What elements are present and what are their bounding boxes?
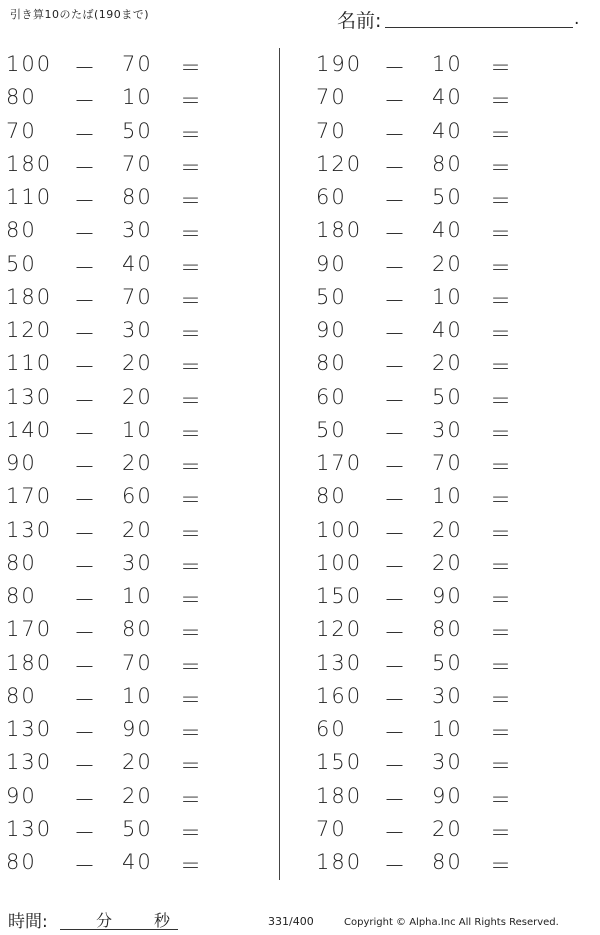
minuend: 90 <box>6 451 37 475</box>
column-divider <box>279 48 280 880</box>
minuend: 130 <box>316 650 363 675</box>
problem-row <box>6 414 266 447</box>
time-label: 時間: <box>8 912 48 932</box>
problem-row <box>316 647 576 680</box>
equals-sign: ＝ <box>490 222 513 247</box>
problem-row <box>316 181 576 214</box>
problem-row <box>6 846 266 879</box>
problem-row <box>316 347 576 380</box>
left-problem-column <box>6 48 266 879</box>
equals-sign: ＝ <box>490 155 513 180</box>
minuend: 70 <box>316 85 347 110</box>
minus-sign: － <box>74 189 97 213</box>
subtrahend: 80 <box>122 185 153 209</box>
minus-sign: － <box>384 355 407 380</box>
subtrahend: 80 <box>432 151 463 176</box>
minutes-label: 分 <box>96 911 113 930</box>
minus-sign: － <box>384 588 407 612</box>
copyright-notice: Copyright © Alpha.Inc All Rights Reserved. <box>344 917 559 928</box>
problem-row <box>316 148 576 181</box>
minus-sign: － <box>74 554 97 579</box>
subtrahend: 40 <box>122 251 153 276</box>
problem-row <box>316 447 576 480</box>
equals-sign: ＝ <box>490 820 513 845</box>
subtrahend: 30 <box>122 318 153 342</box>
problem-row <box>316 746 576 779</box>
subtrahend: 10 <box>122 85 153 110</box>
minuend: 70 <box>316 118 347 143</box>
subtrahend: 30 <box>432 750 463 775</box>
minus-sign: － <box>74 588 97 612</box>
subtrahend: 50 <box>432 185 463 209</box>
equals-sign: ＝ <box>490 754 513 779</box>
subtrahend: 70 <box>432 451 463 475</box>
problem-row <box>6 780 266 813</box>
minus-sign: － <box>384 89 407 114</box>
page-number: 331/400 <box>268 915 314 928</box>
minuend: 60 <box>316 384 347 409</box>
minus-sign: － <box>74 322 97 346</box>
problem-row <box>316 414 576 447</box>
minuend: 180 <box>6 151 53 176</box>
equals-sign: ＝ <box>490 687 513 712</box>
minus-sign: － <box>384 288 407 313</box>
subtrahend: 80 <box>432 617 463 642</box>
subtrahend: 20 <box>122 517 153 542</box>
problem-row <box>316 846 576 879</box>
equals-sign: ＝ <box>180 322 203 346</box>
problem-row <box>6 381 266 414</box>
minuend: 150 <box>316 750 363 775</box>
problem-row <box>6 514 266 547</box>
minus-sign: － <box>384 654 407 679</box>
minuend: 70 <box>316 816 347 841</box>
minuend: 90 <box>316 318 347 342</box>
minus-sign: － <box>74 754 97 779</box>
minuend: 50 <box>316 284 347 309</box>
equals-sign: ＝ <box>180 787 203 812</box>
problem-row <box>316 813 576 846</box>
minus-sign: － <box>74 122 97 147</box>
problem-row <box>316 680 576 713</box>
minus-sign: － <box>74 89 97 114</box>
worksheet-title: 引き算10のたば(190まで) <box>10 8 150 21</box>
equals-sign: ＝ <box>490 455 513 479</box>
minuend: 180 <box>6 650 53 675</box>
equals-sign: ＝ <box>180 721 203 745</box>
minus-sign: － <box>384 488 407 513</box>
minus-sign: － <box>74 687 97 712</box>
minus-sign: － <box>384 255 407 280</box>
problem-row <box>316 381 576 414</box>
equals-sign: ＝ <box>180 687 203 712</box>
subtrahend: 20 <box>432 517 463 542</box>
minus-sign: － <box>384 621 407 646</box>
minus-sign: － <box>384 322 407 346</box>
minuend: 180 <box>316 850 363 874</box>
problem-row <box>316 713 576 746</box>
subtrahend: 70 <box>122 52 153 76</box>
equals-sign: ＝ <box>490 288 513 313</box>
subtrahend: 50 <box>122 118 153 143</box>
minuend: 80 <box>6 850 37 874</box>
minuend: 100 <box>316 550 363 575</box>
minus-sign: － <box>384 455 407 479</box>
problem-row <box>6 347 266 380</box>
equals-sign: ＝ <box>180 155 203 180</box>
subtrahend: 10 <box>432 717 463 741</box>
subtrahend: 50 <box>432 650 463 675</box>
problem-row <box>6 713 266 746</box>
subtrahend: 10 <box>432 284 463 309</box>
subtrahend: 70 <box>122 650 153 675</box>
minuend: 170 <box>316 451 363 475</box>
minus-sign: － <box>74 421 97 446</box>
minuend: 120 <box>6 318 53 342</box>
minuend: 130 <box>6 750 53 775</box>
equals-sign: ＝ <box>180 488 203 513</box>
subtrahend: 50 <box>122 816 153 841</box>
equals-sign: ＝ <box>490 388 513 413</box>
problem-row <box>6 281 266 314</box>
problem-row <box>6 746 266 779</box>
problem-row <box>6 314 266 347</box>
problem-row <box>316 314 576 347</box>
equals-sign: ＝ <box>180 222 203 247</box>
minuend: 190 <box>316 52 363 76</box>
problem-row <box>316 248 576 281</box>
problem-row <box>316 514 576 547</box>
subtrahend: 20 <box>432 251 463 276</box>
minuend: 140 <box>6 417 53 442</box>
minus-sign: － <box>384 56 407 80</box>
equals-sign: ＝ <box>490 787 513 812</box>
minuend: 70 <box>6 118 37 143</box>
problem-row <box>316 81 576 114</box>
equals-sign: ＝ <box>180 388 203 413</box>
problem-row <box>6 547 266 580</box>
problem-row <box>6 48 266 81</box>
equals-sign: ＝ <box>490 621 513 646</box>
minuend: 110 <box>6 185 53 209</box>
minus-sign: － <box>74 721 97 745</box>
equals-sign: ＝ <box>490 56 513 80</box>
minuend: 60 <box>316 185 347 209</box>
equals-sign: ＝ <box>180 455 203 479</box>
minus-sign: － <box>384 155 407 180</box>
equals-sign: ＝ <box>180 288 203 313</box>
minus-sign: － <box>384 554 407 579</box>
minus-sign: － <box>74 155 97 180</box>
minus-sign: － <box>74 455 97 479</box>
equals-sign: ＝ <box>490 421 513 446</box>
problem-row <box>316 480 576 513</box>
subtrahend: 40 <box>432 118 463 143</box>
minuend: 180 <box>6 284 53 309</box>
equals-sign: ＝ <box>490 488 513 513</box>
minus-sign: － <box>384 754 407 779</box>
subtrahend: 20 <box>432 816 463 841</box>
subtrahend: 40 <box>432 318 463 342</box>
problem-row <box>6 248 266 281</box>
equals-sign: ＝ <box>490 854 513 878</box>
subtrahend: 40 <box>432 85 463 110</box>
minus-sign: － <box>384 421 407 446</box>
minus-sign: － <box>74 288 97 313</box>
problem-row <box>6 580 266 613</box>
subtrahend: 10 <box>122 683 153 708</box>
minuend: 120 <box>316 151 363 176</box>
minus-sign: － <box>74 388 97 413</box>
problem-row <box>316 547 576 580</box>
minus-sign: － <box>74 787 97 812</box>
equals-sign: ＝ <box>180 820 203 845</box>
minuend: 80 <box>6 683 37 708</box>
equals-sign: ＝ <box>180 355 203 380</box>
minus-sign: － <box>384 521 407 546</box>
equals-sign: ＝ <box>180 122 203 147</box>
equals-sign: ＝ <box>490 189 513 213</box>
equals-sign: ＝ <box>180 554 203 579</box>
minus-sign: － <box>384 787 407 812</box>
equals-sign: ＝ <box>180 521 203 546</box>
minuend: 120 <box>316 617 363 642</box>
problem-row <box>316 613 576 646</box>
name-label: 名前: <box>337 10 382 32</box>
subtrahend: 50 <box>432 384 463 409</box>
name-period: . <box>574 9 580 29</box>
minus-sign: － <box>74 521 97 546</box>
minus-sign: － <box>74 255 97 280</box>
minuend: 50 <box>316 417 347 442</box>
subtrahend: 20 <box>122 384 153 409</box>
minuend: 170 <box>6 484 53 509</box>
minus-sign: － <box>74 654 97 679</box>
minus-sign: － <box>74 355 97 380</box>
minuend: 60 <box>316 717 347 741</box>
subtrahend: 70 <box>122 151 153 176</box>
subtrahend: 30 <box>432 683 463 708</box>
minus-sign: － <box>384 820 407 845</box>
subtrahend: 20 <box>122 750 153 775</box>
subtrahend: 40 <box>122 850 153 874</box>
equals-sign: ＝ <box>180 421 203 446</box>
equals-sign: ＝ <box>180 654 203 679</box>
minuend: 50 <box>6 251 37 276</box>
minuend: 130 <box>6 816 53 841</box>
subtrahend: 20 <box>122 451 153 475</box>
subtrahend: 90 <box>432 584 463 608</box>
minuend: 90 <box>316 251 347 276</box>
minus-sign: － <box>74 488 97 513</box>
subtrahend: 30 <box>122 218 153 243</box>
right-problem-column <box>316 48 576 879</box>
minuend: 80 <box>6 550 37 575</box>
equals-sign: ＝ <box>180 255 203 280</box>
problem-row <box>6 115 266 148</box>
equals-sign: ＝ <box>180 189 203 213</box>
minus-sign: － <box>384 189 407 213</box>
minuend: 180 <box>316 783 363 808</box>
subtrahend: 10 <box>432 52 463 76</box>
equals-sign: ＝ <box>490 355 513 380</box>
problem-row <box>316 214 576 247</box>
minuend: 110 <box>6 351 53 376</box>
equals-sign: ＝ <box>180 754 203 779</box>
problem-row <box>316 580 576 613</box>
minus-sign: － <box>74 854 97 878</box>
subtrahend: 20 <box>432 351 463 376</box>
problem-row <box>6 613 266 646</box>
minuend: 80 <box>6 218 37 243</box>
minus-sign: － <box>74 621 97 646</box>
subtrahend: 10 <box>122 584 153 608</box>
problem-row <box>316 115 576 148</box>
minuend: 80 <box>316 351 347 376</box>
equals-sign: ＝ <box>180 89 203 114</box>
problem-row <box>316 48 576 81</box>
equals-sign: ＝ <box>490 554 513 579</box>
equals-sign: ＝ <box>490 521 513 546</box>
minuend: 150 <box>316 584 363 608</box>
equals-sign: ＝ <box>490 721 513 745</box>
subtrahend: 20 <box>432 550 463 575</box>
minus-sign: － <box>384 687 407 712</box>
subtrahend: 90 <box>432 783 463 808</box>
subtrahend: 80 <box>122 617 153 642</box>
minus-sign: － <box>74 56 97 80</box>
minuend: 80 <box>6 85 37 110</box>
minus-sign: － <box>74 820 97 845</box>
equals-sign: ＝ <box>490 588 513 612</box>
equals-sign: ＝ <box>490 322 513 346</box>
minuend: 180 <box>316 218 363 243</box>
minus-sign: － <box>384 854 407 878</box>
minus-sign: － <box>384 388 407 413</box>
problem-row <box>6 680 266 713</box>
minuend: 80 <box>316 484 347 509</box>
minuend: 130 <box>6 517 53 542</box>
subtrahend: 90 <box>122 717 153 741</box>
minuend: 90 <box>6 783 37 808</box>
subtrahend: 20 <box>122 783 153 808</box>
subtrahend: 60 <box>122 484 153 509</box>
equals-sign: ＝ <box>180 854 203 878</box>
name-underline <box>385 27 573 28</box>
name-field <box>337 6 582 30</box>
minuend: 170 <box>6 617 53 642</box>
subtrahend: 70 <box>122 284 153 309</box>
subtrahend: 20 <box>122 351 153 376</box>
equals-sign: ＝ <box>180 621 203 646</box>
problem-row <box>6 813 266 846</box>
time-field <box>8 907 178 931</box>
minuend: 130 <box>6 717 53 741</box>
problem-row <box>6 181 266 214</box>
problem-row <box>6 480 266 513</box>
equals-sign: ＝ <box>490 89 513 114</box>
minuend: 80 <box>6 584 37 608</box>
problem-row <box>316 780 576 813</box>
problem-row <box>6 647 266 680</box>
equals-sign: ＝ <box>180 56 203 80</box>
minus-sign: － <box>384 122 407 147</box>
subtrahend: 80 <box>432 850 463 874</box>
problem-row <box>6 214 266 247</box>
equals-sign: ＝ <box>490 654 513 679</box>
minuend: 160 <box>316 683 363 708</box>
subtrahend: 30 <box>432 417 463 442</box>
subtrahend: 10 <box>122 417 153 442</box>
minuend: 100 <box>6 52 53 76</box>
minuend: 100 <box>316 517 363 542</box>
problem-row <box>6 81 266 114</box>
seconds-label: 秒 <box>154 911 171 930</box>
problem-row <box>6 148 266 181</box>
subtrahend: 30 <box>122 550 153 575</box>
minus-sign: － <box>74 222 97 247</box>
equals-sign: ＝ <box>490 255 513 280</box>
minus-sign: － <box>384 721 407 745</box>
problem-row <box>316 281 576 314</box>
problem-row <box>6 447 266 480</box>
equals-sign: ＝ <box>180 588 203 612</box>
minus-sign: － <box>384 222 407 247</box>
subtrahend: 40 <box>432 218 463 243</box>
subtrahend: 10 <box>432 484 463 509</box>
minuend: 130 <box>6 384 53 409</box>
equals-sign: ＝ <box>490 122 513 147</box>
